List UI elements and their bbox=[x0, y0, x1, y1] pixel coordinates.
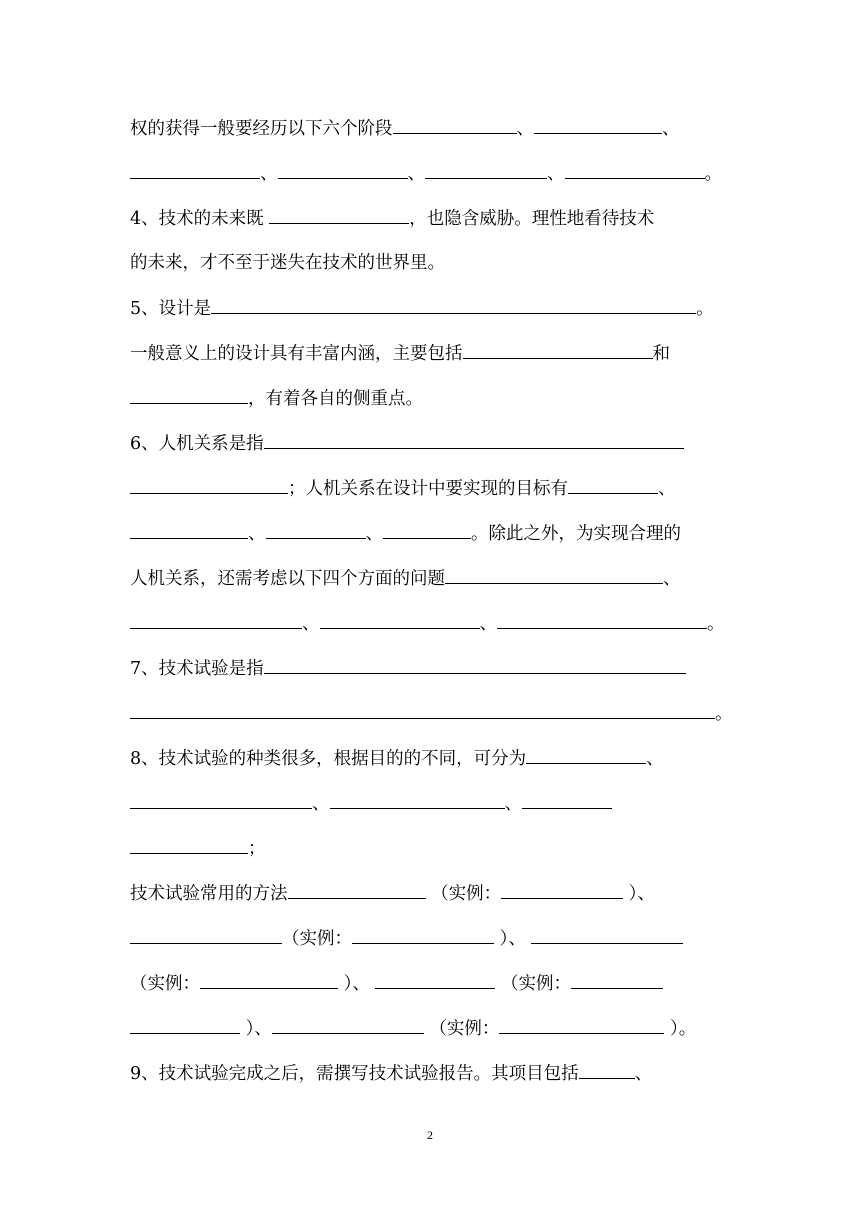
text: 6、人机关系是指 bbox=[130, 434, 264, 454]
text: 4、技术的未来既 bbox=[130, 209, 270, 229]
answer-blank[interactable] bbox=[445, 563, 663, 584]
text-line-15 bbox=[130, 743, 730, 773]
text: （实例： bbox=[423, 1019, 500, 1039]
answer-blank[interactable] bbox=[130, 698, 715, 719]
answer-blank[interactable] bbox=[393, 113, 517, 134]
answer-blank[interactable] bbox=[130, 788, 312, 809]
text: 7、技术试验是指 bbox=[130, 659, 264, 679]
answer-blank[interactable] bbox=[266, 518, 366, 539]
text: 、 bbox=[504, 794, 522, 814]
answer-blank[interactable] bbox=[534, 113, 662, 134]
text-line-7 bbox=[130, 383, 730, 413]
text: 5、设计是 bbox=[130, 299, 212, 319]
text: 、 bbox=[407, 164, 425, 184]
text: 、 bbox=[658, 479, 676, 499]
text: 一般意义上的设计具有丰富内涵，主要包括 bbox=[130, 344, 463, 364]
answer-blank[interactable] bbox=[501, 878, 623, 899]
text: 8、技术试验的种类很多，根据目的的不同，可分为 bbox=[130, 749, 527, 769]
answer-blank[interactable] bbox=[375, 968, 495, 989]
text: 、 bbox=[516, 119, 534, 139]
text: 、 bbox=[302, 614, 320, 634]
text: 、 bbox=[260, 164, 278, 184]
answer-blank[interactable] bbox=[264, 653, 686, 674]
text: 、 bbox=[312, 794, 330, 814]
text: （实例： bbox=[130, 974, 200, 994]
answer-blank[interactable] bbox=[130, 608, 302, 629]
text-line-12 bbox=[130, 608, 730, 638]
answer-blank[interactable] bbox=[463, 338, 653, 359]
answer-blank[interactable] bbox=[383, 518, 471, 539]
answer-blank[interactable] bbox=[352, 923, 494, 944]
text-line-13 bbox=[130, 653, 730, 683]
answer-blank[interactable] bbox=[200, 968, 338, 989]
text: 。除此之外，为实现合理的 bbox=[471, 524, 681, 544]
text-line-9 bbox=[130, 473, 730, 503]
text: 人机关系，还需考虑以下四个方面的问题 bbox=[130, 569, 445, 589]
text: （实例： bbox=[495, 974, 571, 994]
page-number: 2 bbox=[427, 1128, 433, 1142]
text-line-18 bbox=[130, 878, 730, 908]
text: 。 bbox=[696, 299, 714, 319]
answer-blank[interactable] bbox=[130, 158, 260, 179]
text-line-3 bbox=[130, 203, 730, 233]
text: ，有着各自的侧重点。 bbox=[248, 389, 423, 409]
answer-blank[interactable] bbox=[522, 788, 612, 809]
text: 、 bbox=[365, 524, 383, 544]
answer-blank[interactable] bbox=[571, 968, 663, 989]
answer-blank[interactable] bbox=[130, 833, 248, 854]
text: ）、 bbox=[623, 884, 655, 904]
text-line-17 bbox=[130, 833, 730, 863]
answer-blank[interactable] bbox=[568, 473, 658, 494]
text: 。 bbox=[707, 614, 725, 634]
text-line-11 bbox=[130, 563, 730, 593]
text: ；人机关系在设计中要实现的目标有 bbox=[288, 479, 568, 499]
text: 、 bbox=[479, 614, 497, 634]
text-line-5 bbox=[130, 293, 730, 323]
text: 、 bbox=[634, 1064, 653, 1084]
text-line-8 bbox=[130, 428, 730, 458]
answer-blank[interactable] bbox=[497, 608, 707, 629]
text: ）、 bbox=[338, 974, 376, 994]
text-line-6 bbox=[130, 338, 730, 368]
text-line-16 bbox=[130, 788, 730, 818]
answer-blank[interactable] bbox=[288, 878, 426, 899]
answer-blank[interactable] bbox=[130, 473, 288, 494]
answer-blank[interactable] bbox=[211, 293, 696, 314]
answer-blank[interactable] bbox=[499, 1013, 664, 1034]
text: ； bbox=[248, 839, 266, 859]
text: 、 bbox=[663, 569, 681, 589]
answer-blank[interactable] bbox=[272, 1013, 424, 1034]
answer-blank[interactable] bbox=[531, 923, 683, 944]
text: ）、 bbox=[240, 1019, 272, 1039]
text: 。 bbox=[704, 164, 722, 184]
text-line-2 bbox=[130, 158, 730, 188]
answer-blank[interactable] bbox=[330, 788, 505, 809]
answer-blank[interactable] bbox=[130, 923, 282, 944]
text: ）。 bbox=[664, 1019, 697, 1039]
answer-blank[interactable] bbox=[579, 1058, 635, 1079]
answer-blank[interactable] bbox=[130, 383, 248, 404]
text: 权的获得一般要经历以下六个阶段 bbox=[130, 119, 393, 139]
text: （实例： bbox=[282, 929, 352, 949]
text: 。 bbox=[715, 704, 733, 724]
text: 、 bbox=[662, 119, 680, 139]
text-line-1 bbox=[130, 113, 730, 143]
text: 的未来，才不至于迷失在技术的世界里。 bbox=[130, 253, 445, 273]
answer-blank[interactable] bbox=[130, 1013, 240, 1034]
answer-blank[interactable] bbox=[130, 518, 248, 539]
answer-blank[interactable] bbox=[320, 608, 480, 629]
text-line-22 bbox=[130, 1058, 730, 1088]
answer-blank[interactable] bbox=[425, 158, 547, 179]
text: 、 bbox=[646, 749, 664, 769]
text: 、 bbox=[248, 524, 266, 544]
text: 、 bbox=[547, 164, 565, 184]
answer-blank[interactable] bbox=[264, 428, 684, 449]
text: 技术试验常用的方法 bbox=[130, 884, 288, 904]
text: 9、技术试验完成之后，需撰写技术试验报告。其项目包括 bbox=[130, 1064, 579, 1084]
answer-blank[interactable] bbox=[278, 158, 408, 179]
text-line-4 bbox=[130, 248, 730, 278]
text: 和 bbox=[652, 344, 670, 364]
text-line-20 bbox=[130, 968, 730, 998]
text: ）、 bbox=[494, 929, 532, 949]
answer-blank[interactable] bbox=[565, 158, 705, 179]
text: （实例： bbox=[425, 884, 502, 904]
answer-blank[interactable] bbox=[269, 203, 409, 224]
text-line-19 bbox=[130, 923, 730, 953]
text-line-14 bbox=[130, 698, 733, 728]
answer-blank[interactable] bbox=[526, 743, 646, 764]
text-line-21 bbox=[130, 1013, 730, 1043]
text-line-10 bbox=[130, 518, 730, 548]
text: ，也隐含威胁。理性地看待技术 bbox=[409, 209, 655, 229]
